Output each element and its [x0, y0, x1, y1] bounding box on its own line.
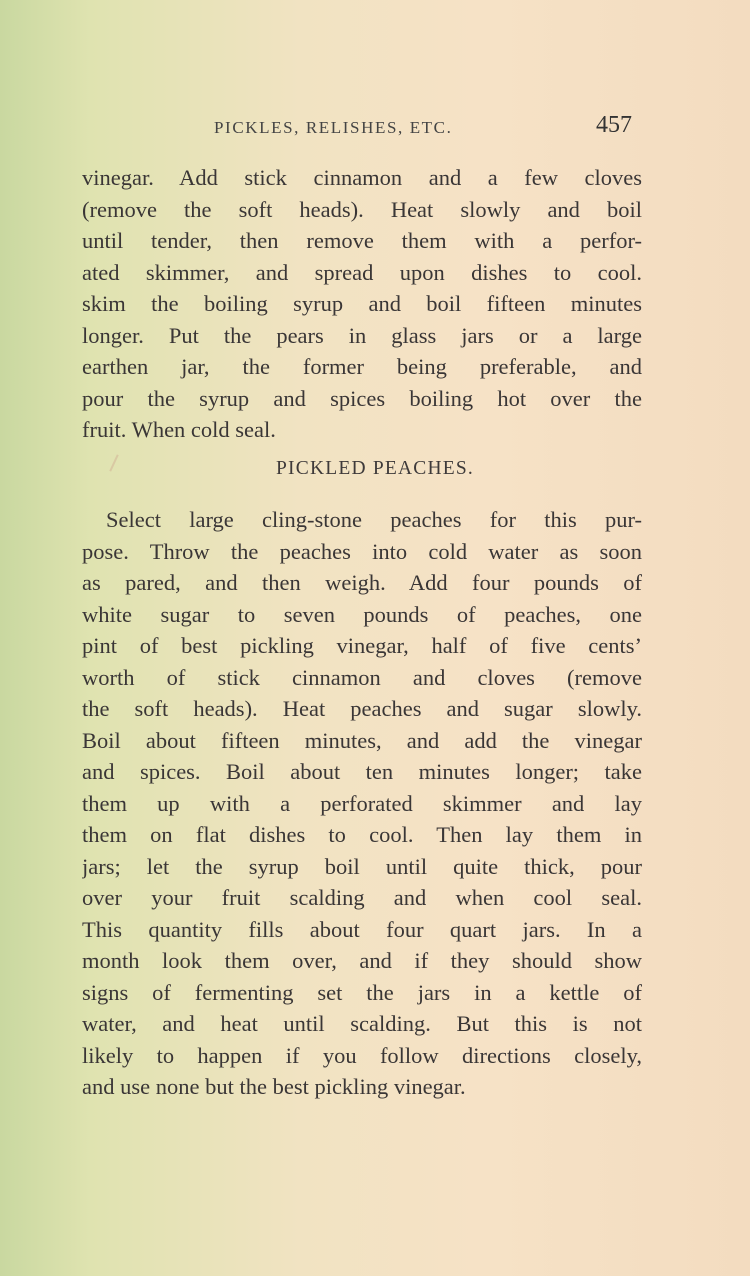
text-line: ated skimmer, and spread upon dishes to cool. — [82, 259, 642, 285]
text-line: as pared, and then weigh. Add four pounds of — [82, 570, 642, 595]
running-head: PICKLES, RELISHES, ETC. — [214, 118, 453, 137]
text-line: signs of fermenting set the jars in a kettle of — [82, 979, 642, 1005]
text-line: until tender, then remove them with a perfor- — [82, 228, 642, 253]
text-line: over your fruit scalding and when cool seal. — [82, 885, 642, 910]
text-line: month look them over, and if they should show — [82, 948, 642, 973]
text-line: worth of stick cinnamon and cloves (remove — [82, 664, 642, 690]
text-line: them on flat dishes to cool. Then lay them in — [82, 822, 642, 847]
text-line: white sugar to seven pounds of peaches, one — [82, 601, 642, 627]
text-line: This quantity fills about four quart jars. In a — [82, 916, 642, 942]
paragraph-pickled-peaches — [82, 504, 642, 1103]
text-line: and spices. Boil about ten minutes longer; take — [82, 759, 642, 784]
text-line: Select large cling-stone peaches for this pur- — [106, 507, 642, 532]
text-line: the soft heads). Heat peaches and sugar slowly. — [82, 696, 642, 721]
text-line: water, and heat until scalding. But this is not — [82, 1011, 642, 1036]
text-line: longer. Put the pears in glass jars or a large — [82, 322, 642, 348]
text-line: vinegar. Add stick cinnamon and a few cloves — [82, 165, 642, 190]
page-number: 457 — [596, 112, 632, 138]
text-line: and use none but the best pickling vinegar. — [82, 1074, 466, 1099]
text-line: pose. Throw the peaches into cold water as soon — [82, 538, 642, 564]
paragraph-pears-continued — [82, 162, 642, 446]
text-line: Boil about fifteen minutes, and add the vinegar — [82, 727, 642, 753]
text-line: (remove the soft heads). Heat slowly and boil — [82, 196, 642, 222]
text-line: jars; let the syrup boil until quite thick, pour — [82, 853, 642, 879]
text-line: likely to happen if you follow directions closely, — [82, 1042, 642, 1068]
section-heading: PICKLED PEACHES. — [276, 458, 474, 479]
text-line: pint of best pickling vinegar, half of five cents’ — [82, 633, 642, 658]
text-line: them up with a perforated skimmer and lay — [82, 790, 642, 816]
text-line: earthen jar, the former being preferable, and — [82, 354, 642, 379]
text-line: fruit. When cold seal. — [82, 417, 276, 442]
text-line: skim the boiling syrup and boil fifteen minutes — [82, 291, 642, 316]
text-line: pour the syrup and spices boiling hot over the — [82, 385, 642, 411]
page-header — [0, 112, 750, 142]
